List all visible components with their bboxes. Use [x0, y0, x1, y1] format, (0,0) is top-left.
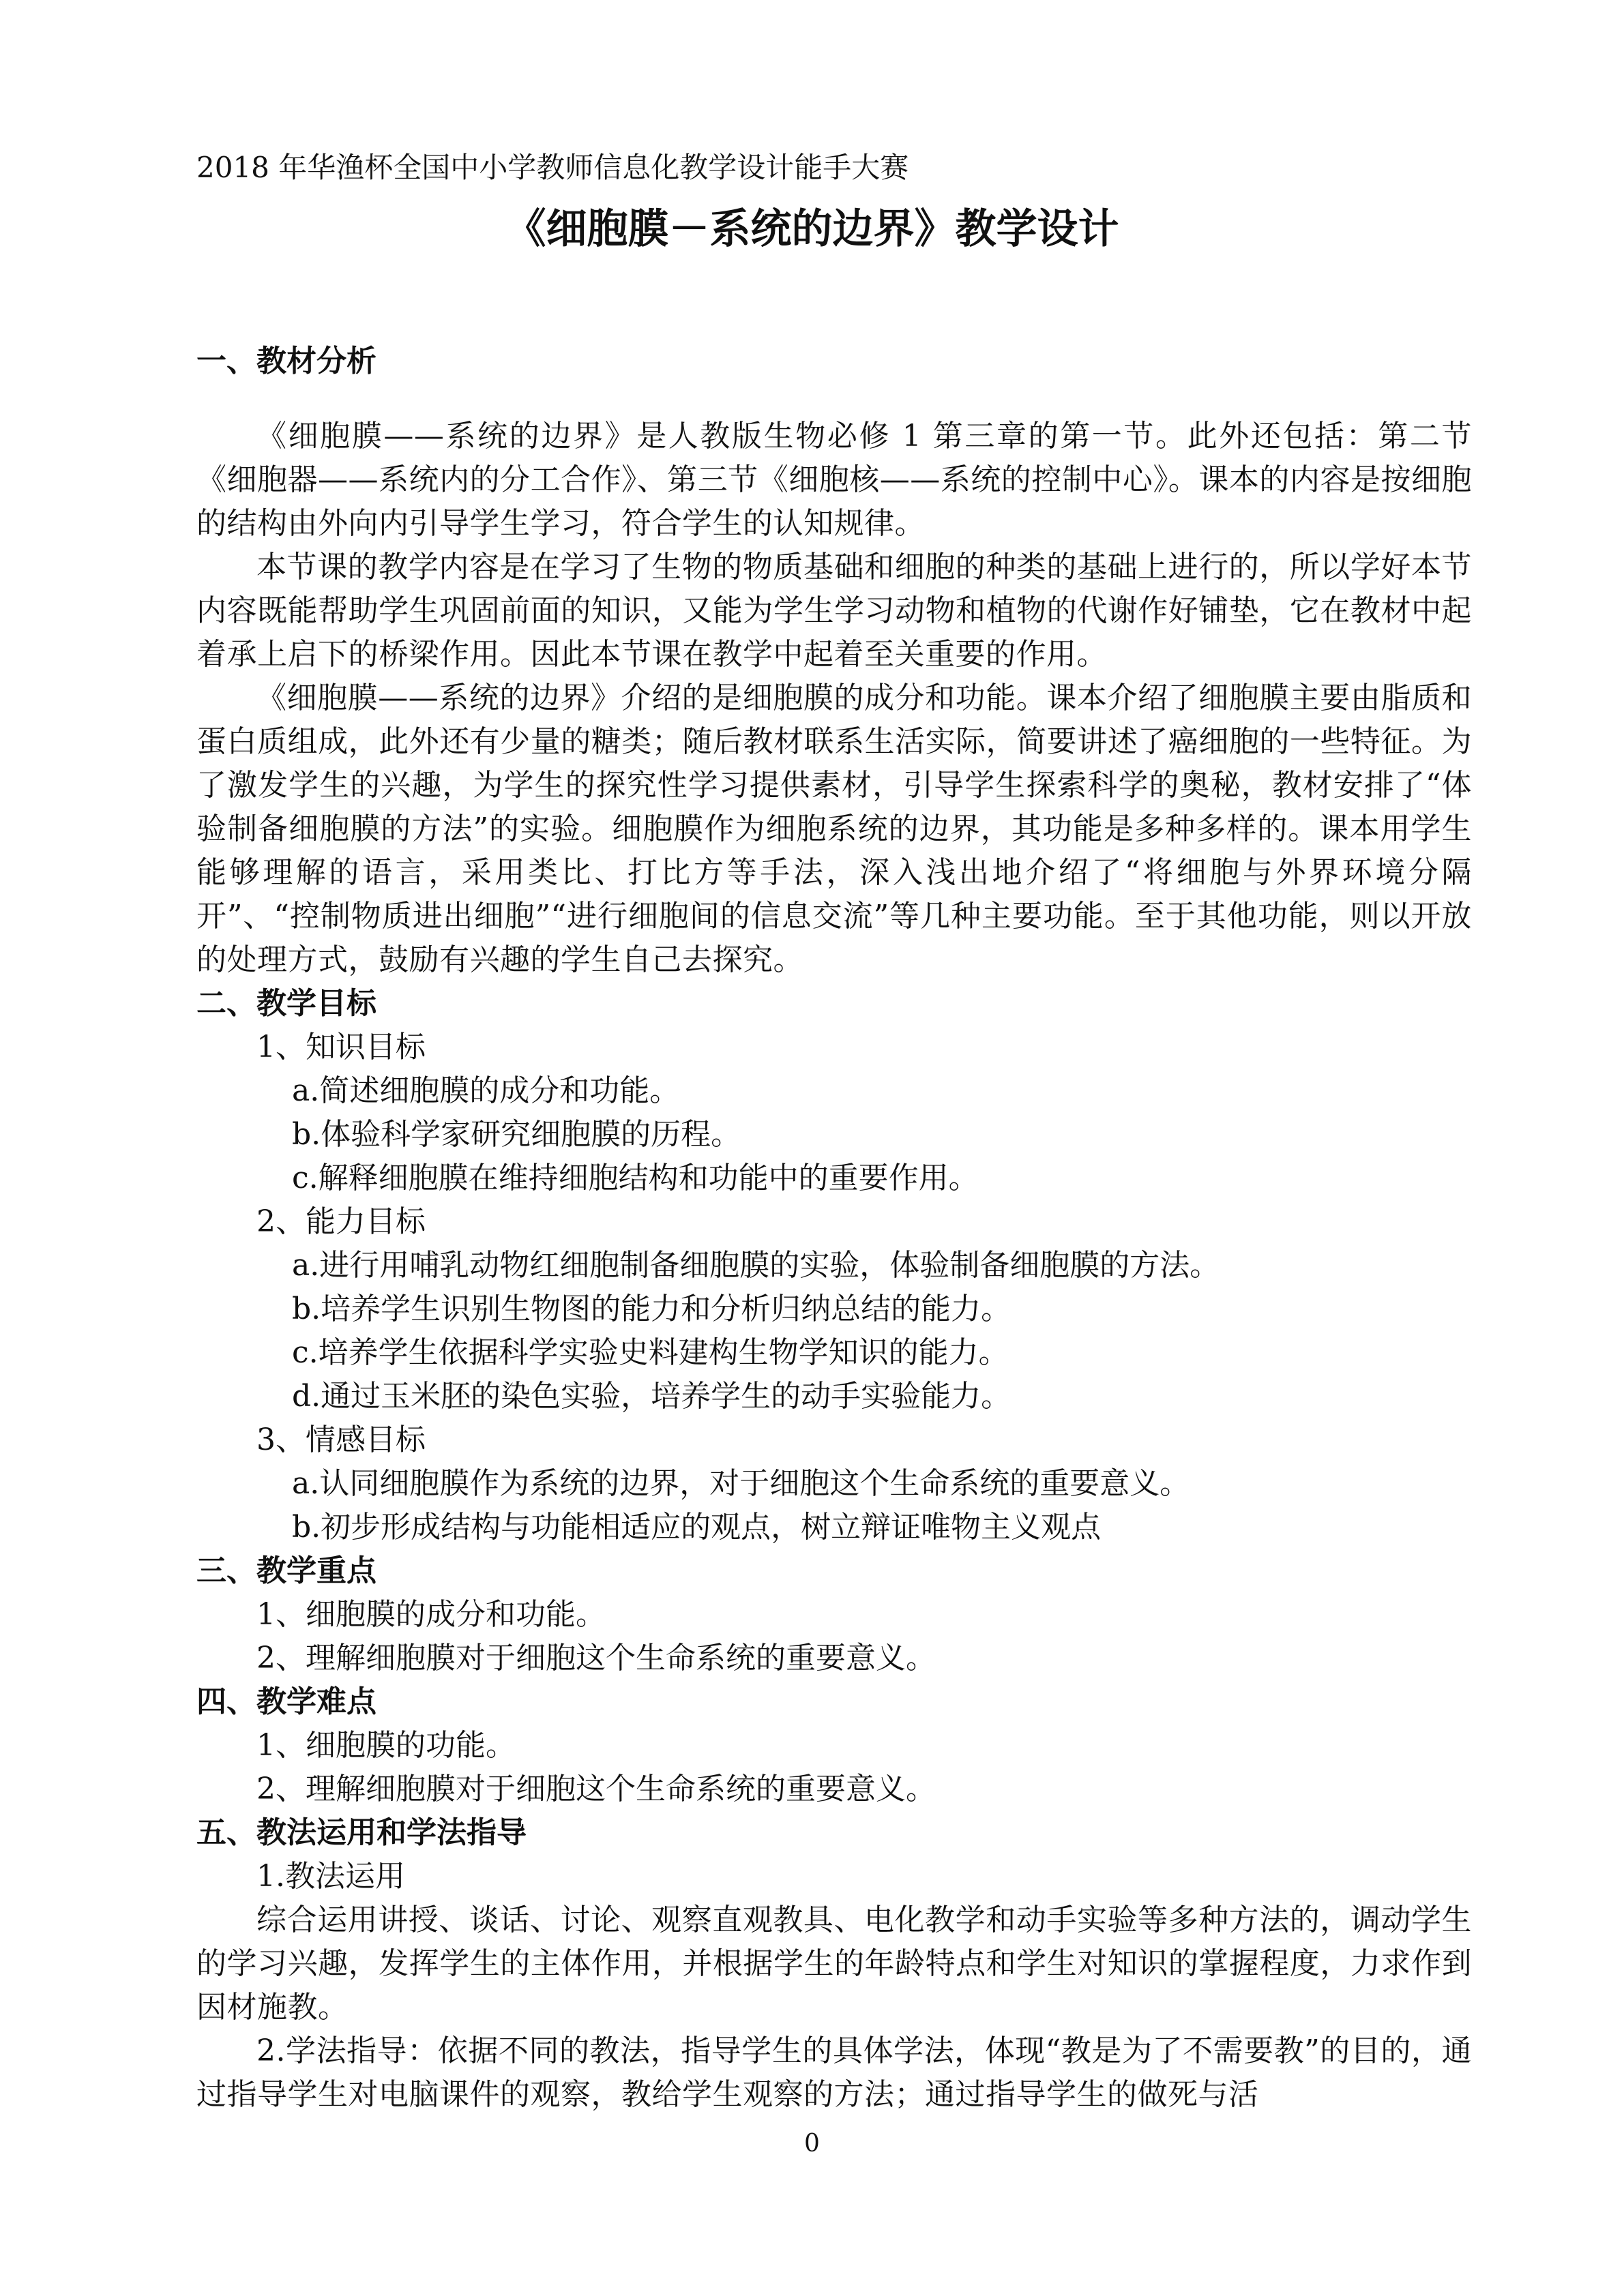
analysis-paragraph-1: 《细胞膜——系统的边界》是人教版生物必修 1 第三章的第一节。此外还包括：第二节《细胞器——系统内的分工合作》、第三节《细胞核——系统的控制中心》。课本的内容是按细胞的结构由外向内引导学生学习，符合学生的认知规律。 — [196, 419, 1472, 541]
ability-objectives-title: 2、能力目标 — [256, 1204, 426, 1239]
knowledge-objectives-title: 1、知识目标 — [256, 1030, 426, 1064]
emotion-objective-item: b.初步形成结构与功能相适应的观点，树立辩证唯物主义观点 — [292, 1510, 1102, 1545]
section-heading-methods: 五、教法运用和学法指导 — [196, 1815, 527, 1850]
difficulty-item: 1、细胞膜的功能。 — [256, 1728, 516, 1763]
section-heading-key-points: 三、教学重点 — [196, 1553, 377, 1588]
document-body — [196, 340, 1472, 2117]
section-heading-analysis: 一、教材分析 — [196, 344, 377, 378]
key-point-item: 1、细胞膜的成分和功能。 — [256, 1597, 606, 1632]
knowledge-objective-item: c.解释细胞膜在维持细胞结构和功能中的重要作用。 — [292, 1161, 979, 1195]
learning-guidance-paragraph: 2.学法指导：依据不同的教法，指导学生的具体学法，体现“教是为了不需要教”的目的，通过指导学生对电脑课件的观察，教给学生观察的方法；通过指导学生的做死与活 — [196, 2033, 1472, 2112]
knowledge-objective-item: a.简述细胞膜的成分和功能。 — [292, 1073, 680, 1108]
analysis-paragraph-3: 《细胞膜——系统的边界》介绍的是细胞膜的成分和功能。课本介绍了细胞膜主要由脂质和蛋白质组成，此外还有少量的糖类；随后教材联系生活实际，简要讲述了癌细胞的一些特征。为了激发学生的兴趣，为学生的探究性学习提供素材，引导学生探索科学的奥秘，教材安排了“体验制备细胞膜的方法”的实验。细胞膜作为细胞系统的边界，其功能是多种多样的。课本用学生能够理解的语言，采用类比、打比方等手法，深入浅出地介绍了“将细胞与外界环境分隔开”、“控制物质进出细胞”“进行细胞间的信息交流”等几种主要功能。至于其他功能，则以开放的处理方式，鼓励有兴趣的学生自己去探究。 — [196, 681, 1472, 977]
difficulty-item: 2、理解细胞膜对于细胞这个生命系统的重要意义。 — [256, 1772, 936, 1806]
section-heading-objectives: 二、教学目标 — [196, 986, 377, 1021]
emotion-objective-item: a.认同细胞膜作为系统的边界，对于细胞这个生命系统的重要意义。 — [292, 1466, 1190, 1501]
page-number: 0 — [804, 2130, 820, 2158]
ability-objective-item: b.培养学生识别生物图的能力和分析归纳总结的能力。 — [292, 1292, 1012, 1326]
knowledge-objective-item: b.体验科学家研究细胞膜的历程。 — [292, 1117, 741, 1152]
teaching-method-paragraph: 综合运用讲授、谈话、讨论、观察直观教具、电化教学和动手实验等多种方法的，调动学生的学习兴趣，发挥学生的主体作用，并根据学生的年龄特点和学生对知识的掌握程度，力求作到因材施教。 — [196, 1903, 1472, 2025]
section-heading-difficulties: 四、教学难点 — [196, 1684, 377, 1719]
ability-objective-item: d.通过玉米胚的染色实验，培养学生的动手实验能力。 — [292, 1379, 1012, 1414]
ability-objective-item: a.进行用哺乳动物红细胞制备细胞膜的实验，体验制备细胞膜的方法。 — [292, 1248, 1220, 1283]
document-title: 《细胞膜－系统的边界》教学设计 — [505, 205, 1119, 253]
teaching-method-title: 1.教法运用 — [256, 1859, 405, 1894]
analysis-paragraph-2: 本节课的教学内容是在学习了生物的物质基础和细胞的种类的基础上进行的，所以学好本节内容既能帮助学生巩固前面的知识，又能为学生学习动物和植物的代谢作好铺垫，它在教材中起着承上启下的桥梁作用。因此本节课在教学中起着至关重要的作用。 — [196, 550, 1472, 672]
ability-objective-item: c.培养学生依据科学实验史料建构生物学知识的能力。 — [292, 1335, 1009, 1370]
key-point-item: 2、理解细胞膜对于细胞这个生命系统的重要意义。 — [256, 1641, 936, 1675]
emotion-objectives-title: 3、情感目标 — [256, 1422, 426, 1457]
contest-header: 2018 年华渔杯全国中小学教师信息化教学设计能手大赛 — [196, 151, 909, 184]
